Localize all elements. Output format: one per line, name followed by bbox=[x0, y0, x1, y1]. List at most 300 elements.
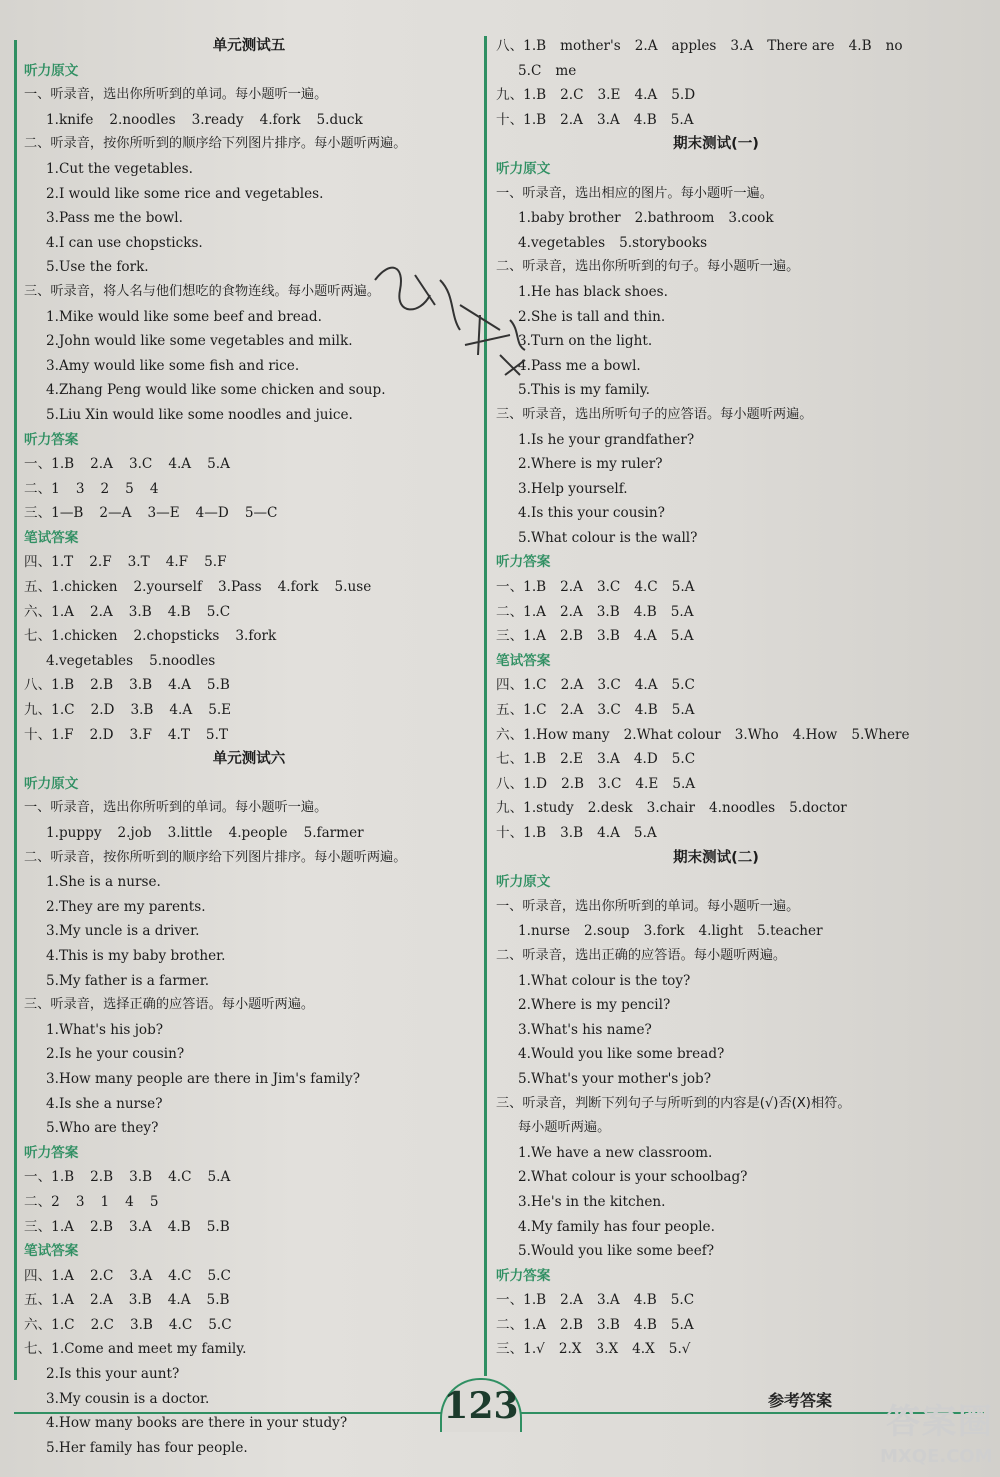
answer-line bbox=[24, 698, 474, 723]
question-instruction: 三、听录音，判断下列句子与所听到的内容是(√)否(X)相符。 bbox=[496, 1095, 851, 1111]
answer-line: 1.What colour is the toy? bbox=[518, 972, 691, 989]
answer-item: 2.desk bbox=[587, 800, 633, 817]
answer-item: 5.A bbox=[671, 579, 695, 596]
answer-item: 3.F bbox=[129, 726, 152, 743]
answer-item: 4.A bbox=[634, 677, 658, 694]
answer-line bbox=[496, 108, 936, 133]
answer-item: 2.soup bbox=[584, 923, 630, 940]
answer-item: 3.B bbox=[560, 825, 584, 841]
answer-line bbox=[496, 1313, 936, 1338]
answer-line: 4.Pass me a bowl. bbox=[518, 357, 641, 374]
answer-item: 5.A bbox=[633, 825, 657, 841]
answer-item: 2.A bbox=[89, 1292, 113, 1309]
answer-item: 2.B bbox=[89, 1218, 113, 1235]
question-instruction: 二、听录音，选出你所听到的句子。每小题听一遍。 bbox=[496, 259, 800, 275]
answer-line: 5.Use the fork. bbox=[46, 259, 149, 276]
answer-item: 4 bbox=[149, 480, 159, 497]
answer-item: 5.farmer bbox=[303, 825, 364, 841]
question-instruction: 三、听录音，选出所听句子的应答语。每小题听两遍。 bbox=[496, 406, 813, 422]
answer-line bbox=[496, 772, 936, 797]
answer-item: 5.A bbox=[670, 603, 694, 620]
answer-item: 3 bbox=[75, 480, 85, 497]
answer-item: 4.B bbox=[634, 702, 658, 719]
answer-item: 2.B bbox=[90, 1169, 114, 1186]
answer-item: 4.B bbox=[633, 1292, 657, 1309]
answer-line: 3.How many people are there in Jim's family? bbox=[46, 1070, 360, 1087]
answer-item: 4.A bbox=[597, 825, 620, 841]
answer-item: 六、1.C bbox=[24, 1316, 75, 1333]
answer-line: 1.Is he your grandfather? bbox=[518, 431, 695, 448]
answer-item: 3.ready bbox=[191, 111, 244, 128]
answer-item: 3.B bbox=[596, 603, 620, 620]
answer-item: 2—A bbox=[99, 505, 132, 522]
answer-item: 2.A bbox=[634, 38, 658, 54]
answer-item: 2.B bbox=[559, 628, 583, 645]
answer-item: 四、1.C bbox=[496, 677, 547, 694]
answer-item: 2.B bbox=[561, 775, 585, 792]
answer-item: 5.D bbox=[671, 87, 696, 104]
answer-line: 3.What's his name? bbox=[518, 1021, 652, 1038]
answer-line bbox=[496, 1337, 936, 1362]
question-instruction: 二、听录音，按你所听到的顺序给下列图片排序。每小题听两遍。 bbox=[24, 849, 407, 865]
answer-item: 5.C bbox=[207, 1267, 231, 1284]
answer-item: 5.B bbox=[206, 1218, 230, 1235]
answer-item: 4.F bbox=[165, 554, 189, 571]
answer-item: 2.C bbox=[560, 87, 584, 104]
answer-item: 2.D bbox=[90, 702, 115, 719]
answer-line: 七、1.Come and meet my family. bbox=[24, 1341, 247, 1358]
section-heading: 听力原文 bbox=[24, 775, 79, 792]
answer-item: 3.B bbox=[129, 1169, 153, 1186]
answer-line: 3.My uncle is a driver. bbox=[46, 923, 200, 940]
answer-line: 1.What's his job? bbox=[46, 1021, 164, 1038]
answer-line bbox=[24, 600, 474, 625]
answer-item: 三、1.A bbox=[24, 1218, 74, 1235]
handwritten-scribble bbox=[360, 235, 530, 405]
answer-line: 4.Would you like some bread? bbox=[518, 1046, 725, 1063]
answer-item: 4.C bbox=[168, 1267, 192, 1284]
answer-line: 2.She is tall and thin. bbox=[518, 308, 666, 325]
answer-item: 2.F bbox=[89, 554, 112, 571]
answer-item: 4.vegetables bbox=[46, 652, 134, 669]
answer-line: 5.What's your mother's job? bbox=[518, 1070, 711, 1087]
answer-item: 3.C bbox=[597, 677, 621, 694]
answer-item: 4.B bbox=[633, 111, 657, 128]
answer-line bbox=[24, 673, 474, 698]
question-instruction: 每小题听两遍。 bbox=[518, 1120, 611, 1136]
answer-line: 2.I would like some rice and vegetables. bbox=[46, 185, 324, 202]
answer-item: 七、1.B bbox=[496, 751, 547, 768]
section-heading: 听力答案 bbox=[496, 1267, 551, 1284]
answer-line: 3.Pass me the bowl. bbox=[46, 210, 183, 227]
answer-line bbox=[496, 34, 936, 59]
answer-line: 3.Turn on the light. bbox=[518, 333, 653, 350]
answer-item: 5.doctor bbox=[789, 800, 847, 817]
section-heading: 听力原文 bbox=[496, 160, 551, 177]
answer-item: 3.Pass bbox=[218, 579, 262, 596]
answer-line bbox=[24, 624, 474, 649]
answer-item: 4.vegetables bbox=[518, 234, 606, 251]
section-title: 期末测试(二) bbox=[673, 849, 759, 866]
page-number: 123 bbox=[440, 1378, 522, 1432]
answer-item: 5.B bbox=[206, 677, 230, 694]
answer-line: 4.How many books are there in your study? bbox=[46, 1415, 348, 1432]
answer-item: 4.noodles bbox=[708, 800, 776, 817]
answer-item: 5.storybooks bbox=[619, 234, 708, 251]
answer-line: 3.My cousin is a doctor. bbox=[46, 1390, 210, 1407]
answer-item: 3.C bbox=[598, 775, 622, 792]
answer-item: 5.A bbox=[670, 1316, 694, 1333]
answer-item: 5.duck bbox=[316, 111, 363, 128]
answer-line bbox=[496, 1288, 936, 1313]
section-title: 期末测试(一) bbox=[673, 136, 759, 153]
answer-line bbox=[496, 747, 936, 772]
answer-item: 六、1.A bbox=[24, 603, 74, 620]
answer-item: 2.A bbox=[560, 677, 584, 694]
answer-item: 4.B bbox=[848, 38, 872, 54]
answer-line: 2.Is he your cousin? bbox=[46, 1046, 185, 1063]
answer-line bbox=[496, 796, 936, 821]
section-heading: 笔试答案 bbox=[24, 529, 79, 546]
answer-item: 七、1.chicken bbox=[24, 628, 118, 645]
answer-item: 2.D bbox=[89, 726, 114, 743]
answer-item: 2.C bbox=[90, 1316, 114, 1333]
answer-item: 十、1.B bbox=[496, 825, 547, 841]
answer-item: 4.C bbox=[168, 1316, 193, 1333]
answer-line: 4.I can use chopsticks. bbox=[46, 234, 203, 251]
answer-item: 八、1.B bbox=[496, 38, 547, 54]
answer-line bbox=[496, 624, 936, 649]
answer-item: 1 bbox=[100, 1193, 110, 1210]
section-heading: 听力原文 bbox=[24, 62, 79, 79]
answer-item: 4 bbox=[125, 1193, 134, 1210]
answer-item: 3.A bbox=[597, 751, 620, 768]
answer-item: 4.A bbox=[168, 456, 192, 473]
answer-item: 3 bbox=[75, 1193, 85, 1210]
answer-item: 2.A bbox=[560, 1292, 583, 1309]
answer-line: 5.Liu Xin would like some noodles and juice. bbox=[46, 406, 353, 423]
answer-line: 3.Help yourself. bbox=[518, 480, 628, 497]
answer-line bbox=[496, 698, 936, 723]
answer-item: 4.C bbox=[634, 579, 658, 596]
answer-line bbox=[24, 821, 474, 846]
answer-item: 3.C bbox=[597, 702, 621, 719]
answer-item: 4.fork bbox=[277, 579, 319, 596]
answer-item: 1.baby brother bbox=[518, 210, 621, 227]
question-instruction: 一、听录音，选出你所听到的单词。每小题听一遍。 bbox=[496, 898, 800, 914]
answer-item: 2.B bbox=[559, 1316, 583, 1333]
answer-line: 1.He has black shoes. bbox=[518, 283, 668, 300]
answer-line: 1.She is a nurse. bbox=[46, 874, 161, 891]
answer-item: 3.B bbox=[596, 1316, 620, 1333]
answer-item: me bbox=[555, 62, 577, 79]
answer-line bbox=[496, 231, 936, 256]
answer-item: 4.B bbox=[633, 603, 657, 620]
answer-item: 3.C bbox=[596, 579, 621, 596]
answer-item: 2 bbox=[100, 480, 110, 497]
answer-item: 4.E bbox=[635, 775, 659, 792]
answer-item: apples bbox=[671, 38, 717, 54]
answer-line: 2.John would like some vegetables and milk. bbox=[46, 333, 353, 350]
answer-line: 2.What colour is your schoolbag? bbox=[518, 1169, 748, 1186]
answer-line: 2.Is this your aunt? bbox=[46, 1366, 180, 1383]
answer-item: 3.A bbox=[730, 38, 754, 54]
answer-item: 5.B bbox=[206, 1292, 230, 1309]
answer-line bbox=[496, 575, 936, 600]
answer-item: 4.T bbox=[167, 726, 190, 743]
answer-line: 3.Amy would like some fish and rice. bbox=[46, 357, 300, 374]
answer-item: 5.teacher bbox=[757, 923, 823, 940]
answer-item: 3.C bbox=[128, 456, 153, 473]
answer-item: 2.bathroom bbox=[634, 210, 715, 227]
answer-item: 3.E bbox=[597, 87, 621, 104]
answer-item: 四、1.A bbox=[24, 1267, 74, 1284]
watermark-logo-text: 答案圈 bbox=[886, 1402, 994, 1442]
answer-item: 2.A bbox=[559, 603, 583, 620]
answer-item: 5.C bbox=[206, 603, 231, 620]
section-heading: 听力答案 bbox=[24, 431, 79, 448]
answer-line bbox=[24, 1165, 474, 1190]
answer-item: 五、1.A bbox=[24, 1292, 74, 1309]
answer-line: 4.Zhang Peng would like some chicken and soup. bbox=[46, 382, 386, 399]
answer-item: 5.A bbox=[670, 111, 694, 128]
answer-item: 八、1.D bbox=[496, 775, 548, 792]
answer-item: 4.B bbox=[167, 1218, 191, 1235]
right-column bbox=[496, 34, 936, 1362]
answer-line bbox=[496, 673, 936, 698]
answer-item: 5.A bbox=[207, 1169, 231, 1186]
answer-item: 5.A bbox=[207, 456, 230, 473]
answer-item: 2.chopsticks bbox=[133, 628, 220, 645]
answer-item: 4.B bbox=[633, 1316, 657, 1333]
footer-label: 参考答案 bbox=[768, 1391, 833, 1410]
answer-item: 4.A bbox=[634, 87, 658, 104]
answer-line bbox=[496, 919, 936, 944]
answer-item: 3.T bbox=[127, 554, 150, 571]
answer-item: 2.A bbox=[560, 702, 584, 719]
answer-line bbox=[24, 649, 474, 674]
answer-item: 3.B bbox=[129, 1316, 153, 1333]
answer-line bbox=[24, 108, 474, 133]
answer-item: 一、1.B bbox=[496, 1292, 547, 1309]
answer-line: 2.Where is my pencil? bbox=[518, 997, 671, 1014]
answer-item: 4.light bbox=[698, 923, 744, 940]
answer-item: 3.B bbox=[130, 702, 154, 719]
answer-item: 九、1.B bbox=[496, 87, 547, 104]
section-heading: 听力原文 bbox=[496, 874, 551, 891]
answer-item: 九、1.C bbox=[24, 702, 75, 719]
answer-line: 4.Is this your cousin? bbox=[518, 505, 665, 522]
answer-item: 3.B bbox=[128, 603, 152, 620]
answer-item: no bbox=[885, 38, 903, 54]
answer-item: 5.√ bbox=[668, 1341, 691, 1358]
answer-item: 2.A bbox=[560, 579, 583, 596]
answer-line: 4.My family has four people. bbox=[518, 1218, 715, 1235]
answer-item: 5.A bbox=[670, 628, 694, 645]
answer-item: 五、1.chicken bbox=[24, 579, 118, 596]
answer-line: 5.Would you like some beef? bbox=[518, 1243, 715, 1260]
answer-line: 2.Where is my ruler? bbox=[518, 456, 663, 473]
watermark-url: MXQE.COM bbox=[880, 1446, 993, 1467]
answer-item: mother's bbox=[560, 38, 621, 54]
question-instruction: 一、听录音，选出你所听到的单词。每小题听一遍。 bbox=[24, 87, 328, 103]
answer-item: 3.fork bbox=[643, 923, 685, 940]
answer-item: 5.A bbox=[672, 775, 696, 792]
answer-item: 5.use bbox=[334, 579, 372, 596]
answer-item: 二、1.A bbox=[496, 603, 546, 620]
answer-item: 5.C bbox=[671, 751, 696, 768]
answer-item: 3.A bbox=[128, 1218, 152, 1235]
answer-item: 4.D bbox=[633, 751, 658, 768]
answer-item: 五、1.C bbox=[496, 702, 547, 719]
answer-item: 3.chair bbox=[646, 800, 695, 817]
answer-line bbox=[24, 1215, 474, 1240]
answer-item: 一、1.B bbox=[496, 579, 547, 596]
watermark bbox=[880, 1392, 994, 1470]
answer-item: 3.A bbox=[129, 1267, 153, 1284]
answer-item: 4.C bbox=[168, 1169, 192, 1186]
answer-line: 5.Her family has four people. bbox=[46, 1439, 248, 1456]
answer-item: 5.E bbox=[208, 702, 232, 719]
question-instruction: 一、听录音，选出你所听到的单词。每小题听一遍。 bbox=[24, 800, 328, 816]
answer-line bbox=[496, 83, 936, 108]
answer-item: 二、1.A bbox=[496, 1316, 546, 1333]
answer-item: There are bbox=[767, 38, 835, 54]
answer-item: 5.T bbox=[205, 726, 228, 743]
answer-item: 九、1.study bbox=[496, 800, 574, 817]
section-heading: 听力答案 bbox=[24, 1144, 79, 1161]
answer-line: 5.What colour is the wall? bbox=[518, 529, 698, 546]
answer-line bbox=[24, 550, 474, 575]
answer-line bbox=[24, 575, 474, 600]
answer-line: 5.Who are they? bbox=[46, 1120, 159, 1137]
question-instruction: 二、听录音，按你所听到的顺序给下列图片排序。每小题听两遍。 bbox=[24, 136, 407, 152]
answer-item: 二、1 bbox=[24, 480, 60, 497]
answer-line: 1.We have a new classroom. bbox=[518, 1144, 713, 1161]
answer-line bbox=[496, 821, 936, 846]
answer-line: 4.This is my baby brother. bbox=[46, 947, 226, 964]
answer-item: 5.C bbox=[670, 1292, 695, 1309]
answer-item: 3.B bbox=[129, 677, 153, 694]
answer-item: 3.X bbox=[595, 1341, 619, 1358]
answer-item: 3—E bbox=[147, 505, 180, 522]
answer-line bbox=[496, 206, 936, 231]
answer-item: 2.X bbox=[558, 1341, 582, 1358]
answer-item: 5.Where bbox=[851, 726, 910, 743]
section-title: 单元测试五 bbox=[212, 38, 286, 54]
answer-item: 3.B bbox=[596, 628, 620, 645]
answer-item: 2.What colour bbox=[623, 726, 721, 743]
answer-item: 5—C bbox=[244, 505, 278, 522]
answer-item: 三、1.√ bbox=[496, 1341, 545, 1358]
answer-item: 3.A bbox=[596, 1292, 620, 1309]
answer-item: 3.B bbox=[128, 1292, 152, 1309]
answer-item: 4—D bbox=[195, 505, 229, 522]
answer-item: 5.C bbox=[671, 677, 695, 694]
answer-line bbox=[24, 723, 474, 748]
answer-line bbox=[24, 1313, 474, 1338]
answer-item: 十、1.F bbox=[24, 726, 74, 743]
left-margin-rule bbox=[14, 40, 17, 1380]
answer-item: 4.B bbox=[167, 603, 191, 620]
answer-item: 3.A bbox=[596, 111, 620, 128]
answer-item: 4.people bbox=[228, 825, 288, 841]
question-instruction: 二、听录音，选出正确的应答语。每小题听两遍。 bbox=[496, 947, 787, 963]
answer-item: 5.noodles bbox=[149, 652, 216, 669]
answer-item: 5.F bbox=[204, 554, 227, 571]
answer-line bbox=[24, 452, 474, 477]
answer-item: 2.job bbox=[117, 825, 152, 841]
answer-item: 2.A bbox=[90, 456, 113, 473]
answer-item: 2.E bbox=[560, 751, 584, 768]
answer-line bbox=[496, 723, 936, 748]
answer-item: 十、1.B bbox=[496, 111, 547, 128]
answer-line: 5.This is my family. bbox=[518, 382, 650, 399]
question-instruction: 三、听录音，将人名与他们想吃的食物连线。每小题听两遍。 bbox=[24, 283, 381, 299]
question-instruction: 一、听录音，选出相应的图片。每小题听一遍。 bbox=[496, 185, 773, 201]
answer-item: 4.A bbox=[167, 1292, 191, 1309]
answer-item: 5 bbox=[149, 1193, 159, 1210]
answer-item: 1.nurse bbox=[518, 923, 570, 940]
answer-item: 二、2 bbox=[24, 1193, 60, 1210]
answer-item: 3.cook bbox=[728, 210, 774, 227]
section-heading: 笔试答案 bbox=[24, 1243, 79, 1260]
answer-item: 2.B bbox=[90, 677, 114, 694]
answer-item: 5.C bbox=[208, 1316, 232, 1333]
answer-item: 1.puppy bbox=[46, 825, 102, 841]
answer-line: 2.They are my parents. bbox=[46, 898, 206, 915]
section-heading: 笔试答案 bbox=[496, 652, 551, 669]
answer-line: 3.He's in the kitchen. bbox=[518, 1193, 666, 1210]
answer-item: 四、1.T bbox=[24, 554, 74, 571]
answer-line: 5.My father is a farmer. bbox=[46, 972, 210, 989]
section-heading: 听力答案 bbox=[496, 554, 551, 571]
question-instruction: 三、听录音，选择正确的应答语。每小题听两遍。 bbox=[24, 997, 315, 1013]
answer-item: 1.knife bbox=[46, 111, 94, 128]
answer-item: 4.A bbox=[633, 628, 657, 645]
answer-item: 4.fork bbox=[259, 111, 301, 128]
answer-item: 三、1—B bbox=[24, 505, 84, 522]
answer-line bbox=[24, 477, 474, 502]
answer-item: 5 bbox=[125, 480, 134, 497]
answer-item: 2.C bbox=[89, 1267, 114, 1284]
answer-item: 3.Who bbox=[734, 726, 779, 743]
answer-item: 2.A bbox=[89, 603, 113, 620]
answer-line bbox=[24, 1264, 474, 1289]
answer-item: 3.fork bbox=[235, 628, 277, 645]
answer-item: 3.little bbox=[167, 825, 213, 841]
answer-line: 1.Mike would like some beef and bread. bbox=[46, 308, 322, 325]
answer-line bbox=[24, 501, 474, 526]
answer-item: 2.yourself bbox=[133, 579, 203, 596]
answer-line bbox=[496, 600, 936, 625]
answer-item: 一、1.B bbox=[24, 1169, 75, 1186]
answer-item: 2.noodles bbox=[109, 111, 176, 128]
answer-item: 八、1.B bbox=[24, 677, 75, 694]
answer-item: 4.A bbox=[169, 702, 193, 719]
answer-item: 4.A bbox=[168, 677, 191, 694]
answer-item: 5.A bbox=[671, 702, 695, 719]
answer-item: 4.How bbox=[792, 726, 838, 743]
answer-line bbox=[24, 1190, 474, 1215]
answer-item: 5.C bbox=[518, 62, 542, 79]
answer-line bbox=[496, 59, 936, 84]
answer-item: 2.A bbox=[560, 111, 583, 128]
answer-line: 4.Is she a nurse? bbox=[46, 1095, 163, 1112]
section-title: 单元测试六 bbox=[212, 751, 286, 768]
answer-item: 一、1.B bbox=[24, 456, 75, 473]
answer-line: 1.Cut the vegetables. bbox=[46, 160, 193, 177]
